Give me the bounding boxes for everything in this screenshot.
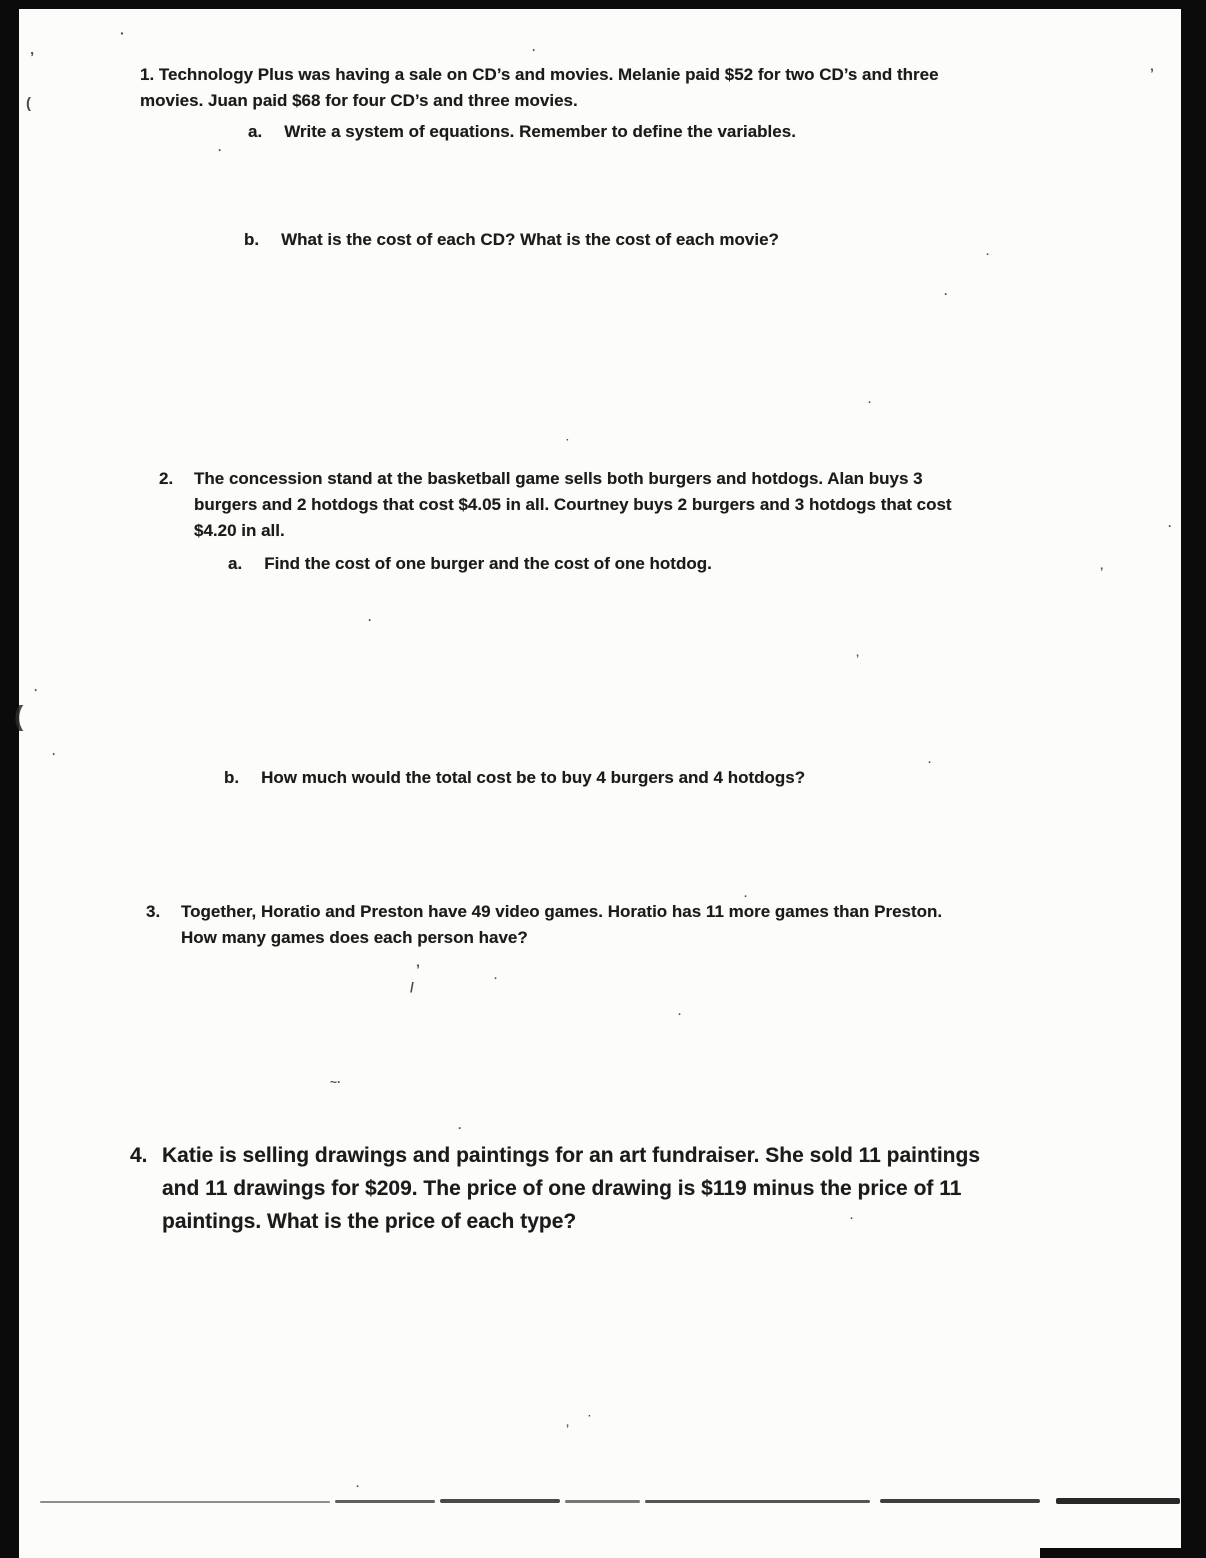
scan-artifact: · (532, 43, 536, 57)
scan-line-segment (335, 1500, 435, 1503)
scan-artifact: · (120, 25, 125, 41)
part-text: Write a system of equations. Remember to define the variables. (284, 122, 796, 141)
scan-line-segment (1056, 1498, 1180, 1504)
part-text: Find the cost of one burger and the cost of one hotdog. (264, 554, 712, 573)
problem-3-line-1: Together, Horatio and Preston have 49 video games. Horatio has 11 more games than Preston. (181, 902, 943, 921)
problem-3-line-2: How many games does each person have? (181, 928, 528, 947)
scan-artifact: · (458, 1121, 462, 1135)
scan-artifact: / (410, 979, 414, 995)
part-text: What is the cost of each CD? What is the cost of each movie? (281, 230, 779, 249)
scan-artifact: · (52, 747, 56, 761)
scan-artifact: ~· (330, 1075, 342, 1089)
problem-2-part-b (224, 765, 805, 791)
problem-4-number: 4. (130, 1144, 148, 1167)
part-label: a. (228, 554, 243, 573)
scan-artifact: · (944, 287, 948, 301)
problem-2-part-a (228, 551, 712, 577)
scan-line-segment (440, 1499, 560, 1503)
scan-artifact: · (566, 435, 570, 446)
scan-line-segment (565, 1500, 640, 1503)
problem-4-line-3: paintings. What is the price of each type? (162, 1210, 577, 1233)
scan-line-segment (40, 1501, 330, 1503)
scan-artifact: · (928, 757, 932, 769)
scan-artifact: · (368, 613, 372, 627)
scan-artifact: · (1168, 519, 1172, 533)
scan-artifact: ’ (856, 653, 860, 665)
problem-3 (146, 899, 943, 951)
scan-line-segment (645, 1500, 870, 1503)
problem-1-part-a (248, 119, 796, 145)
part-label: b. (244, 230, 260, 249)
scan-artifact: · (678, 1009, 682, 1021)
scan-artifact: · (850, 1213, 854, 1225)
problem-1-line-2: movies. Juan paid $68 for four CD’s and three movies. (140, 91, 578, 110)
problem-2-number: 2. (159, 469, 174, 488)
problem-1-line-1: 1. Technology Plus was having a sale on CD’s and movies. Melanie paid $52 for two CD’s and three (140, 65, 939, 84)
part-label: a. (248, 122, 263, 141)
problem-2-line-3: $4.20 in all. (194, 521, 285, 540)
part-label: b. (224, 768, 240, 787)
scan-artifact: · (494, 973, 498, 985)
scan-line-segment (880, 1499, 1040, 1503)
page-bottom-scan-line (0, 1498, 1206, 1508)
scan-artifact: · (218, 143, 222, 157)
scan-artifact: ( (26, 95, 31, 112)
scan-artifact: · (356, 1481, 360, 1493)
scan-artifact: ’ (1150, 65, 1154, 81)
scan-artifact: ’ (416, 961, 420, 977)
problem-2-line-2: burgers and 2 hotdogs that cost $4.05 in all. Courtney buys 2 burgers and 3 hotdogs that cost (194, 495, 952, 514)
problem-4-line-2: and 11 drawings for $209. The price of one drawing is $119 minus the price of 11 (162, 1177, 962, 1200)
problem-3-number: 3. (146, 902, 161, 921)
scan-artifact: · (588, 1411, 592, 1422)
problem-4-line-1: Katie is selling drawings and paintings for an art fundraiser. She sold 11 paintings (162, 1144, 981, 1167)
problem-2 (159, 466, 952, 544)
scan-artifact: ( (14, 700, 24, 731)
scan-artifact: ’ (30, 49, 35, 66)
scan-artifact: · (986, 249, 990, 261)
scan-artifact: · (868, 397, 872, 409)
part-text: How much would the total cost be to buy 4 burgers and 4 hotdogs? (261, 768, 806, 787)
scan-artifact: ’ (1100, 565, 1104, 579)
scan-artifact: · (744, 891, 748, 903)
problem-4 (130, 1139, 981, 1238)
problem-2-line-1: The concession stand at the basketball game sells both burgers and hotdogs. Alan buys 3 (194, 469, 923, 488)
scan-artifact: ’ (566, 1423, 570, 1435)
problem-1 (140, 62, 939, 114)
problem-1-part-b (244, 227, 779, 253)
scan-artifact: · (34, 683, 38, 697)
